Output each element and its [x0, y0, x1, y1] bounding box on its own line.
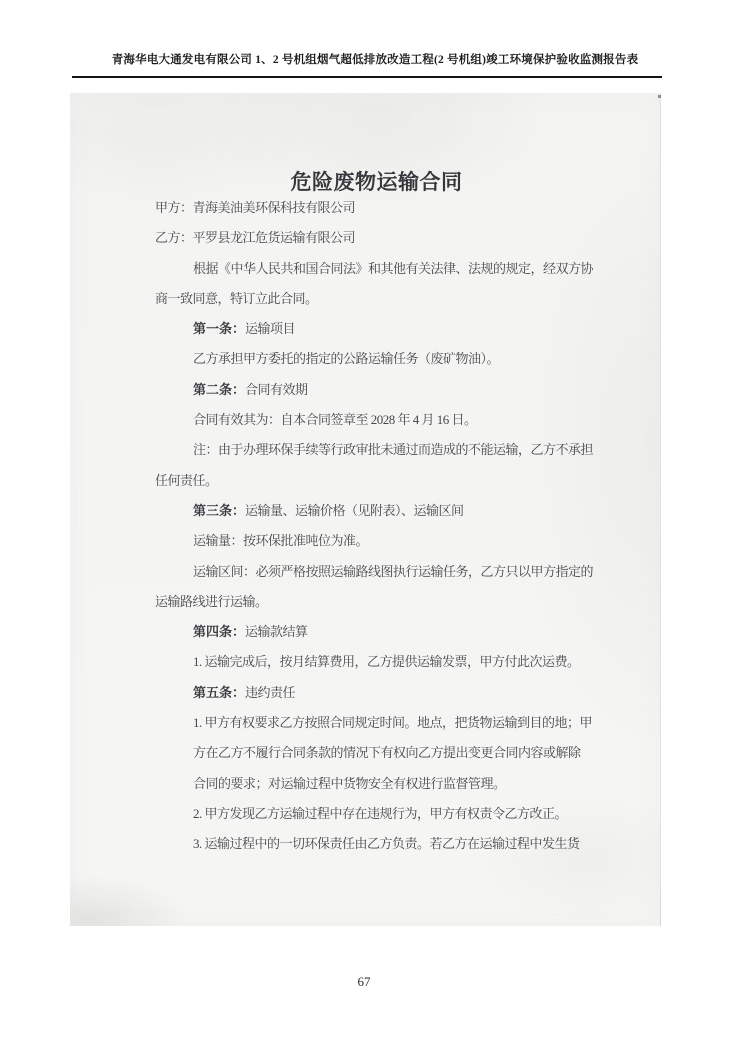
- report-header-title: 青海华电大通发电有限公司 1、2 号机组烟气超低排放改造工程(2 号机组)竣工环境保护验收监测报告表: [111, 54, 639, 66]
- contract-line: 第三条：运输量、运输价格（见附表）、运输区间: [193, 502, 464, 518]
- scan-artifact-dot: [658, 95, 661, 98]
- contract-line: 方在乙方不履行合同条款的情况下有权向乙方提出变更合同内容或解除: [193, 745, 581, 761]
- scanned-contract-page: [70, 93, 661, 926]
- contract-line: 乙方：平罗县龙江危货运输有限公司: [155, 230, 356, 246]
- contract-line: 运输量：按环保批准吨位为准。: [193, 533, 369, 549]
- contract-line: 商一致同意，特订立此合同。: [155, 290, 318, 306]
- contract-clause-heading: 第三条：: [193, 502, 246, 518]
- header-rule: [72, 76, 662, 78]
- contract-line: 运输路线进行运输。: [155, 593, 268, 609]
- contract-line: 第五条：违约责任: [193, 684, 296, 700]
- contract-line: 任何责任。: [155, 472, 218, 488]
- contract-line: 根据《中华人民共和国合同法》和其他有关法律、法规的规定，经双方协: [193, 260, 594, 276]
- contract-clause-heading: 第四条：: [193, 624, 246, 640]
- contract-title: 危险废物运输合同: [290, 170, 463, 194]
- contract-line: 第二条：合同有效期: [193, 381, 308, 397]
- contract-line: 1. 运输完成后，按月结算费用，乙方提供运输发票，甲方付此次运费。: [193, 654, 580, 670]
- contract-line: 2. 甲方发现乙方运输过程中存在违规行为，甲方有权责令乙方改正。: [193, 805, 568, 821]
- contract-clause-heading: 第五条：: [193, 684, 246, 700]
- contract-body: [147, 193, 607, 860]
- contract-line: 合同有效其为：自本合同签章至 2028 年 4 月 16 日。: [193, 412, 477, 428]
- contract-line: 运输区间：必须严格按照运输路线图执行运输任务，乙方只以甲方指定的: [193, 563, 594, 579]
- contract-line: 3. 运输过程中的一切环保责任由乙方负责。若乙方在运输过程中发生货: [193, 836, 580, 852]
- contract-line: 1. 甲方有权要求乙方按照合同规定时间。地点，把货物运输到目的地；甲: [193, 715, 593, 731]
- page-number: 67: [357, 974, 371, 989]
- contract-clause-heading: 第一条：: [193, 321, 246, 337]
- contract-clause-heading: 第二条：: [193, 381, 246, 397]
- contract-line: 甲方：青海美油美环保科技有限公司: [155, 200, 356, 215]
- contract-line: 注：由于办理环保手续等行政审批未通过而造成的不能运输，乙方不承担: [193, 442, 594, 458]
- contract-line: 第四条：运输款结算: [193, 624, 308, 640]
- contract-line: 第一条：运输项目: [193, 321, 296, 337]
- contract-line: 合同的要求；对运输过程中货物安全有权进行监督管理。: [193, 775, 506, 791]
- contract-line: 乙方承担甲方委托的指定的公路运输任务（废矿物油）。: [193, 351, 500, 367]
